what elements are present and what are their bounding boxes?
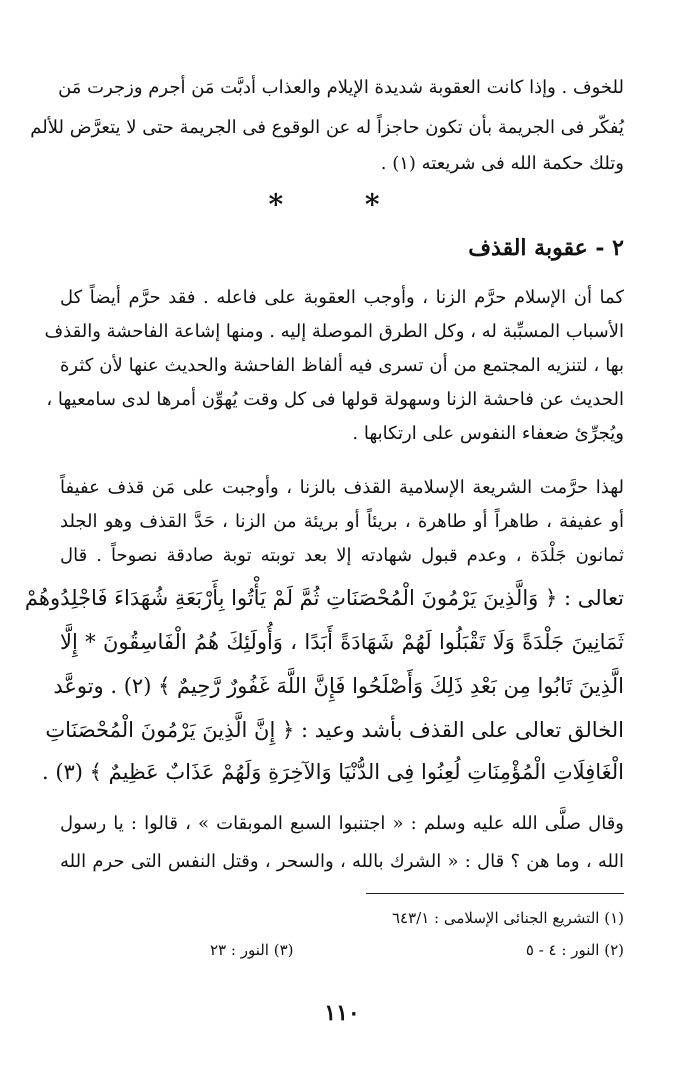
footnote-2: (٢) النور : ٤ - ٥	[525, 941, 624, 959]
section-separator: * *	[268, 188, 416, 221]
body-line: بها ، لتنزيه المجتمع من أن تسرى فيه ألفاظ الفاحشة والحديث عنها لأن كثرة	[60, 355, 624, 376]
body-line: ثمانون جَلْدَة ، وعدم قبول شهادته إلا بعد توبته توبة صادقة نصوحاً . قال	[60, 545, 624, 566]
quran-verse-line: تعالى : ﴿ وَالَّذِينَ يَرْمُونَ الْمُحْصَنَاتِ ثُمَّ لَمْ يَأْتُوا بِأَرْبَعَةِ شُهَدَاءَ فَاجْلِدُوهُمْ	[24, 586, 624, 610]
page-number: ١١٠	[324, 1000, 360, 1026]
body-line: وقال صلَّى الله عليه وسلم : « اجتنبوا السبع الموبقات » ، قالوا : يا رسول	[60, 813, 624, 834]
quran-verse-line: الَّذِينَ تَابُوا مِن بَعْدِ ذَلِكَ وَأَصْلَحُوا فَإِنَّ اللَّهَ غَفُورٌ رَّحِيمٌ ﴾ (٢) . وتوعَّد	[53, 674, 624, 698]
quran-verse-line: ثَمَانِينَ جَلْدَةً وَلَا تَقْبَلُوا لَهُمْ شَهَادَةً أَبَدًا ، وَأُولَئِكَ هُمُ الْفَاسِقُونَ * إِلَّا	[60, 630, 624, 654]
footnote-1: (١) التشريع الجنائى الإسلامى : ٦٤٣/١	[391, 909, 624, 927]
quran-verse-line: الْغَافِلَاتِ الْمُؤْمِنَاتِ لُعِنُوا فِى الدُّنْيَا وَالآخِرَةِ وَلَهُمْ عَذَابٌ عَظِيمٌ ﴾ (٣) .	[41, 760, 624, 784]
body-line: أو عفيفة ، طاهراً أو طاهرة ، بريئاً أو بريئة من الزنا ، حَدَّ القذف وهو الجلد	[60, 511, 624, 532]
body-line: لهذا حرَّمت الشريعة الإسلامية القذف بالزنا ، وأوجبت على مَن قذف عفيفاً	[60, 477, 624, 498]
body-line: يُفكّر فى الجريمة بأن تكون حاجزاً له عن الوقوع فى الجريمة حتى لا يتعرَّض للألم	[30, 117, 624, 138]
quran-verse-line: الخالق تعالى على القذف بأشد وعيد : ﴿ إِنَّ الَّذِينَ يَرْمُونَ الْمُحْصَنَاتِ	[45, 718, 624, 742]
body-line: ويُجرِّئ ضعفاء النفوس على ارتكابها .	[352, 423, 624, 444]
body-line: وتلك حكمة الله فى شريعته (١) .	[380, 153, 624, 174]
body-line: الحديث عن فاحشة الزنا وسهولة قولها فى كل وقت يُهوِّن أمرها لدى سامعيها ،	[46, 389, 624, 410]
section-heading: ٢ - عقوبة القذف	[468, 235, 624, 261]
body-line: الأسباب المسبِّبة له ، وكل الطرق الموصلة إليه . ومنها إشاعة الفاحشة والقذف	[44, 321, 624, 342]
body-line: كما أن الإسلام حرَّم الزنا ، وأوجب العقوبة على فاعله . فقد حرَّم أيضاً كل	[60, 287, 624, 308]
body-line: الله ، وما هن ؟ قال : « الشرك بالله ، والسحر ، وقتل النفس التى حرم الله	[60, 851, 624, 872]
footnote-3: (٣) النور : ٢٣	[210, 941, 294, 959]
footnote-divider	[366, 893, 624, 894]
body-line: للخوف . وإذا كانت العقوبة شديدة الإيلام والعذاب أدبَّت مَن أجرم وزجرت مَن	[58, 77, 624, 98]
